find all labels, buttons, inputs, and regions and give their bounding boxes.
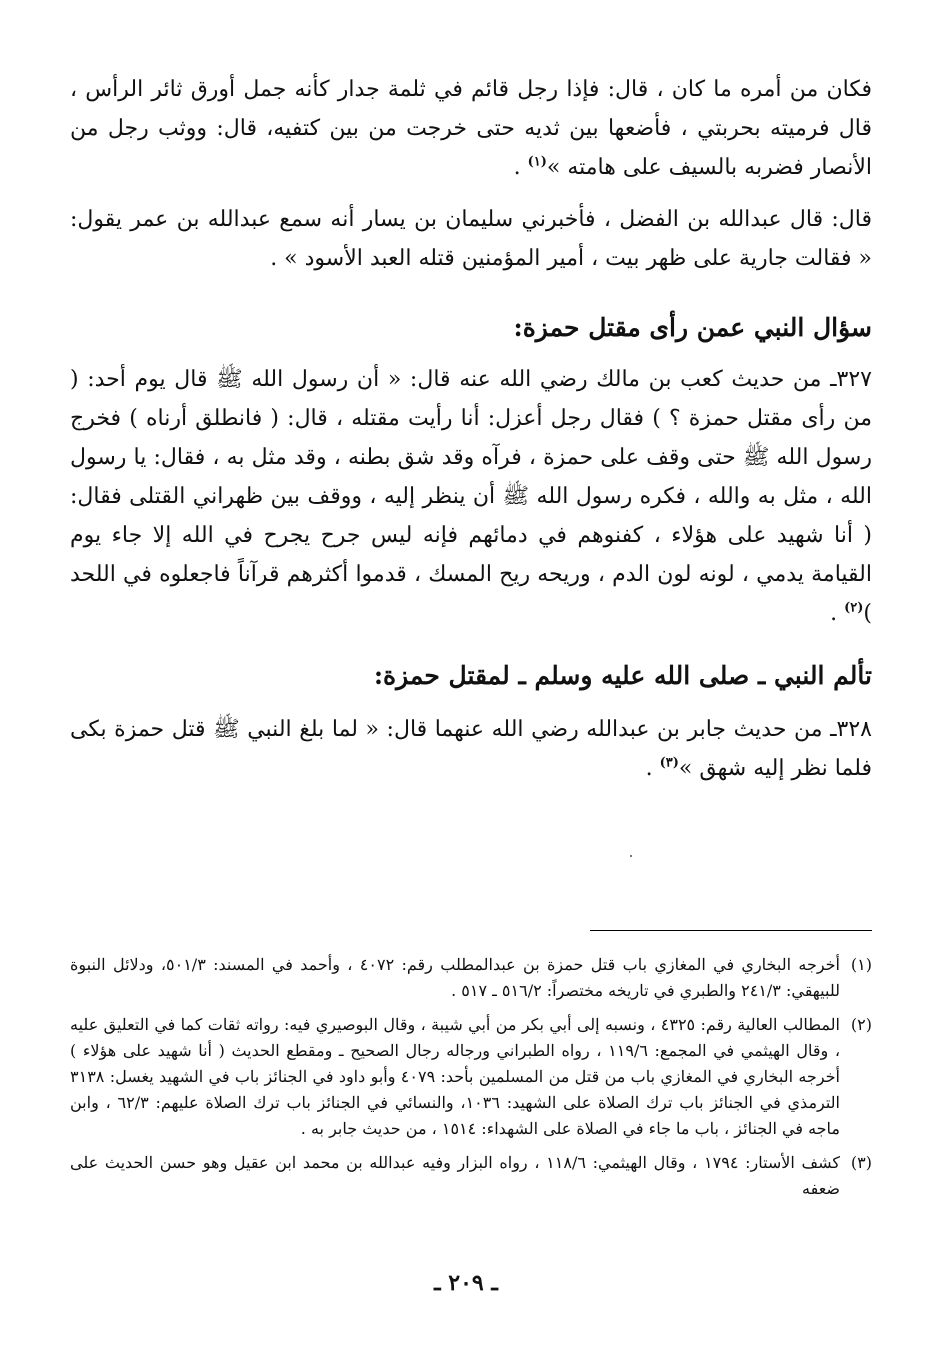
footnote-1-text: أخرجه البخاري في المغازي باب قتل حمزة بن عبدالمطلب رقم: ٤٠٧٢ ، وأحمد في المسند: ٥٠١/٣، ودلائل النبوة للبيهقي: ٢٤١/٣ والطبري في تاريخه مختصراً: ٥١٦/٢ ـ ٥١٧ . bbox=[70, 955, 840, 1000]
section-heading-1-text: سؤال النبي عمن رأى مقتل حمزة: bbox=[513, 313, 872, 342]
footnote-1 bbox=[70, 952, 872, 1004]
paragraph-3-text: ٣٢٧ـ من حديث كعب بن مالك رضي الله عنه قال: « أن رسول الله ﷺ قال يوم أحد: ( من رأى مقتل حمزة ؟ ) فقال رجل أعزل: أنا رأيت مقتله ، قال: ( فانطلق أرناه ) فخرج رسول الله ﷺ حتى وقف على حمزة ، فرآه وقد شق بطنه ، وقد مثل به ، فقال: يا رسول الله ، مثل به والله ، فكره رسول الله ﷺ أن ينظر إليه ، ووقف بين ظهراني القتلى فقال: ( أنا شهيد على هؤلاء ، كفنوهم في دمائهم فإنه ليس جرح يجرح في الله إلا جاء يوم القيامة يدمي ، لونه لون الدم ، وريحه ريح المسك ، قدموا أكثرهم قرآناً فاجعلوه في اللحد ) bbox=[70, 367, 872, 626]
footnote-ref-2[interactable]: (٢) bbox=[844, 600, 864, 616]
footnote-separator bbox=[590, 930, 872, 931]
footnote-2 bbox=[70, 1012, 872, 1142]
paragraph-2 bbox=[70, 200, 872, 278]
footnote-3-text: كشف الأستار: ١٧٩٤ ، وقال الهيثمي: ١١٨/٦ ، رواه البزار وفيه عبدالله بن محمد ابن عقيل وهو حسن الحديث على ضعفه bbox=[70, 1153, 841, 1198]
footnote-ref-3[interactable]: (٣) bbox=[659, 755, 679, 771]
footnote-3-number: (٣) bbox=[850, 1153, 872, 1172]
section-heading-2 bbox=[70, 658, 872, 694]
paragraph-2-text: قال: قال عبدالله بن الفضل ، فأخبرني سليمان بن يسار أنه سمع عبدالله بن عمر يقول: « فقالت جارية على ظهر بيت ، أمير المؤمنين قتله العبد الأسود » . bbox=[70, 207, 872, 271]
paragraph-1-text: فكان من أمره ما كان ، قال: فإذا رجل قائم في ثلمة جدار كأنه جمل أورق ثائر الرأس ، قال فرميته بحربتي ، فأضعها بين ثديه حتى خرجت من بين كتفيه، قال: ووثب رجل من الأنصار فضربه بالسيف على هامته » bbox=[70, 77, 872, 180]
paragraph-3 bbox=[70, 360, 872, 633]
footnote-3 bbox=[70, 1150, 872, 1202]
paragraph-4-end: . bbox=[645, 756, 660, 781]
paragraph-4-text: ٣٢٨ـ من حديث جابر بن عبدالله رضي الله عنهما قال: « لما بلغ النبي ﷺ قتل حمزة بكى فلما نظر إليه شهق » bbox=[70, 717, 872, 781]
footnote-ref-1[interactable]: (١) bbox=[527, 154, 547, 170]
section-heading-1 bbox=[70, 310, 872, 346]
paragraph-3-end: . bbox=[830, 601, 845, 626]
footnote-1-number: (١) bbox=[850, 955, 872, 974]
footnote-2-text: المطالب العالية رقم: ٤٣٢٥ ، ونسبه إلى أبي بكر من أبي شيبة ، وقال البوصيري فيه: رواته ثقات كما في التعليق عليه ، وقال الهيثمي في المجمع: ١١٩/٦ ، رواه الطبراني ورجاله رجال الصحيح ـ ومقطع الحديث ( أنا شهيد على هؤلاء ) أخرجه البخاري في المغازي باب من قتل من المسلمين بأحد: ٤٠٧٩ وأبو داود في الجنائز باب في الشهيد يغسل: ٣١٣٨ الترمذي في الجنائز باب ترك الصلاة على الشهيد: ١٠٣٦، والنسائي في الجنائز باب ترك الصلاة عليهم: ٦٢/٣ ، وابن ماجه في الجنائز ، باب ما جاء في الصلاة على الشهداء: ١٥١٤ ، من حديث جابر به . bbox=[70, 1015, 841, 1138]
paragraph-1 bbox=[70, 70, 872, 187]
footnote-2-number: (٢) bbox=[850, 1015, 872, 1034]
section-heading-2-text: تألم النبي ـ صلى الله عليه وسلم ـ لمقتل حمزة: bbox=[373, 661, 872, 690]
footnotes bbox=[70, 952, 872, 1210]
scan-speck bbox=[630, 855, 632, 857]
paragraph-1-end: . bbox=[513, 155, 528, 180]
page-number: ـ ٢٠٩ ـ bbox=[434, 1270, 498, 1296]
paragraph-4 bbox=[70, 710, 872, 788]
